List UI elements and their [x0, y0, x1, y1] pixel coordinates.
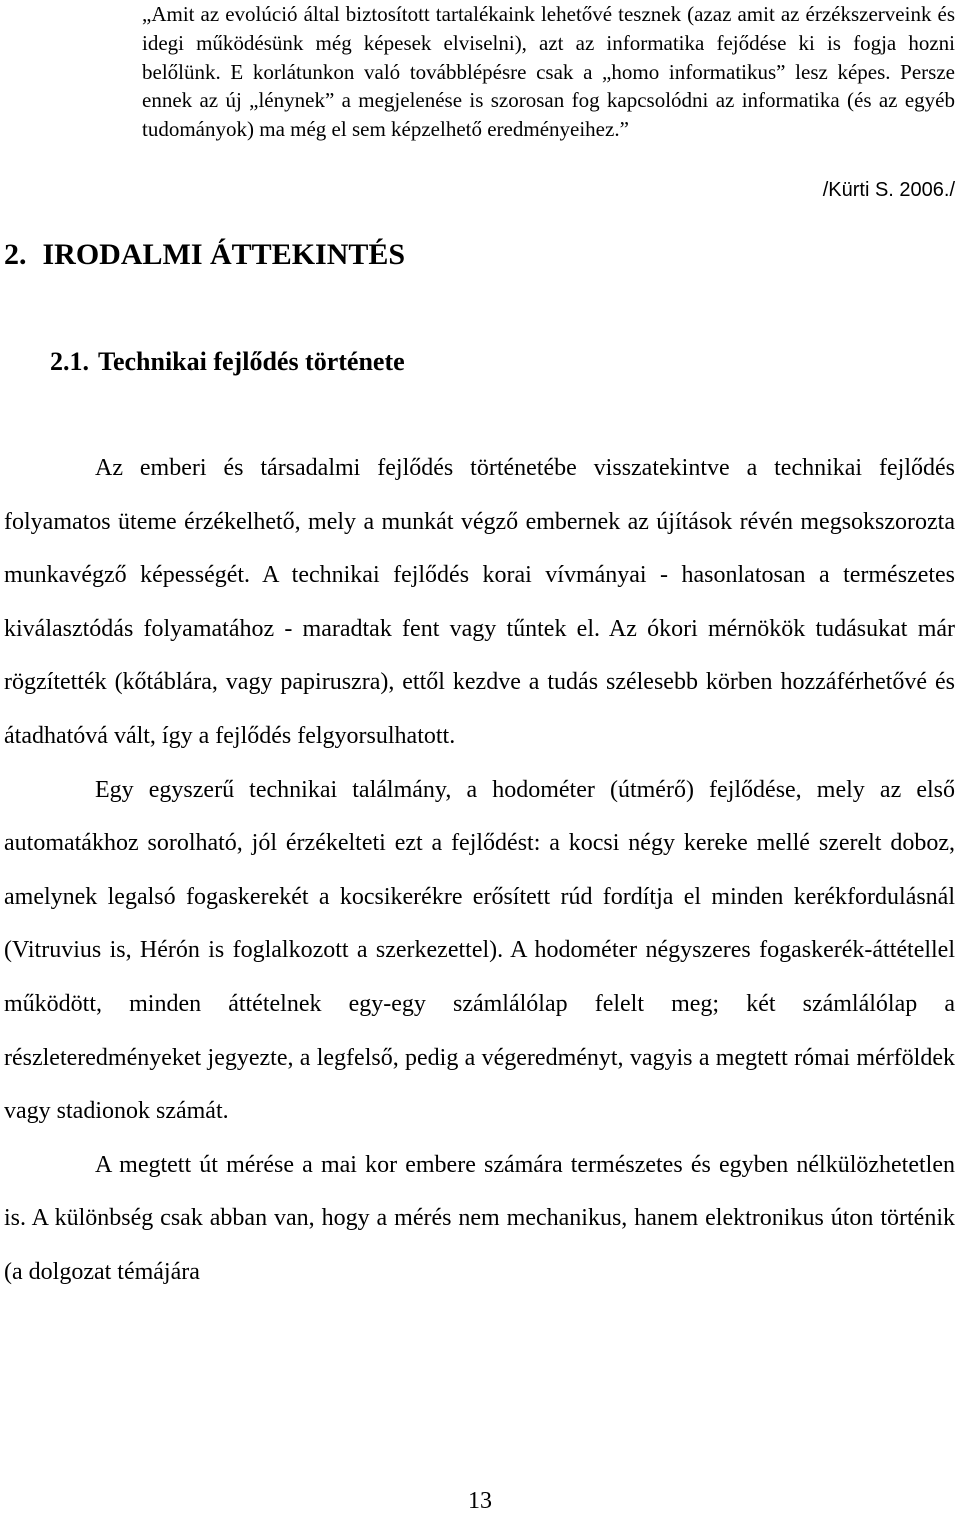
- paragraph: A megtett út mérése a mai kor embere számára természetes és egyben nélkülözhetetlen is. A különbség csak abban van, hogy a mérés nem mechanikus, hanem elektronikus úton történik (a dolgozat témájára: [4, 1151, 955, 1285]
- chapter-number: 2.: [4, 238, 27, 271]
- paragraph: Egy egyszerű technikai találmány, a hodométer (útmérő) fejlődése, mely az első automatákhoz sorolható, jól érzékelteti ezt a fejlődést: a kocsi négy kereke mellé szerelt doboz, amelynek legalsó fogaskerekét a kocsikerékre erősített rúd fordítja el minden kerékfordulásnál (Vitruvius is, Hérón is foglalkozott a szerkezettel). A hodométer négyszeres fogaskerék-áttétellel működött, minden áttételnek egy-egy számlálólap felelt meg; két számlálólap a részleteredményeket jegyezte, a legfelső, pedig a végeredményt, vagyis a megtett római mérföldek vagy stadionok számát.: [4, 776, 955, 1125]
- body-text: [4, 442, 955, 1300]
- paragraph: Az emberi és társadalmi fejlődés történetébe visszatekintve a technikai fejlődés folyamatos üteme érzékelhető, mely a munkát végző embernek az újítások révén megsokszorozta munkavégző képességét. A technikai fejlődés korai vívmányai - hasonlatosan a természetes kiválasztódás folyamatához - maradtak fent vagy tűntek el. Az ókori mérnökök tudásukat már rögzítették (kőtáblára, vagy papiruszra), ettől kezdve a tudás szélesebb körben hozzáférhetővé és átadhatóvá vált, így a fejlődés felgyorsulhatott.: [4, 455, 955, 749]
- section-heading: [50, 342, 405, 382]
- section-title: Technikai fejlődés története: [98, 347, 405, 376]
- page-number: 13: [468, 1488, 492, 1514]
- quote-attribution: /Kürti S. 2006./: [822, 179, 955, 201]
- epigraph-quote: [142, 0, 955, 144]
- section-number: 2.1.: [50, 347, 89, 376]
- chapter-heading: [4, 233, 405, 277]
- chapter-title: IRODALMI ÁTTEKINTÉS: [42, 238, 406, 271]
- quote-text: „Amit az evolúció által biztosított tartalékaink lehetővé tesznek (azaz amit az érzékszerveink és idegi működésünk még képesek elviselni), azt az informatika fejődése ki is fogja hozni belőlünk. E korlátunkon való továbblépésre csak a „homo informatikus” lesz képes. Persze ennek az új „lénynek” a megjelenése is szorosan fog kapcsolódni az informatika (és az egyéb tudományok) ma még el sem képzelhető eredményeihez.”: [142, 2, 955, 142]
